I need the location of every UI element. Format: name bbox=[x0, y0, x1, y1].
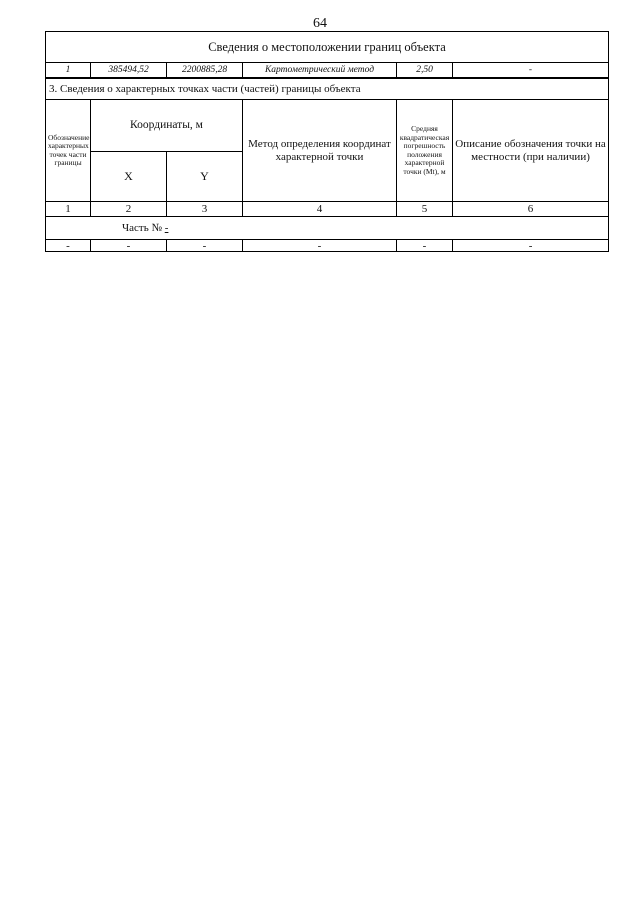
cell-accuracy: 2,50 bbox=[397, 63, 453, 78]
part-label: Часть № bbox=[122, 222, 162, 234]
column-number: 6 bbox=[453, 202, 609, 217]
cell-point-number: 1 bbox=[46, 63, 91, 78]
cell-method: Картометрический метод bbox=[243, 63, 397, 78]
header-designation: Обозначение характерных точек части границы bbox=[46, 100, 91, 202]
cell-x: 385494,52 bbox=[91, 63, 167, 78]
table-row bbox=[46, 240, 609, 252]
column-number: 5 bbox=[397, 202, 453, 217]
cell-description: - bbox=[453, 63, 609, 78]
column-number: 1 bbox=[46, 202, 91, 217]
table-cell: - bbox=[243, 240, 397, 252]
header-coordinates: Координаты, м bbox=[91, 100, 243, 152]
header-description: Описание обозначения точки на местности (при наличии) bbox=[453, 100, 609, 202]
table-cell: - bbox=[91, 240, 167, 252]
header-x: X bbox=[91, 152, 167, 202]
table-row bbox=[46, 63, 609, 78]
table-cell: - bbox=[167, 240, 243, 252]
header-y: Y bbox=[167, 152, 243, 202]
points-table bbox=[45, 78, 609, 252]
column-number: 4 bbox=[243, 202, 397, 217]
header-accuracy: Средняя квадратическая погрешность положения характерной точки (Mt), м bbox=[397, 100, 453, 202]
header-method: Метод определения координат характерной точки bbox=[243, 100, 397, 202]
column-number: 2 bbox=[91, 202, 167, 217]
column-number: 3 bbox=[167, 202, 243, 217]
boundaries-table bbox=[45, 31, 609, 78]
cell-y: 2200885,28 bbox=[167, 63, 243, 78]
section-title: 3. Сведения о характерных точках части (частей) границы объекта bbox=[46, 79, 609, 100]
part-label-cell bbox=[46, 217, 609, 240]
column-numbers-row bbox=[46, 202, 609, 217]
table-cell: - bbox=[46, 240, 91, 252]
page-number: 64 bbox=[313, 16, 327, 31]
boundaries-title: Сведения о местоположении границ объекта bbox=[46, 32, 609, 63]
part-number: - bbox=[164, 222, 169, 234]
table-cell: - bbox=[453, 240, 609, 252]
table-cell: - bbox=[397, 240, 453, 252]
